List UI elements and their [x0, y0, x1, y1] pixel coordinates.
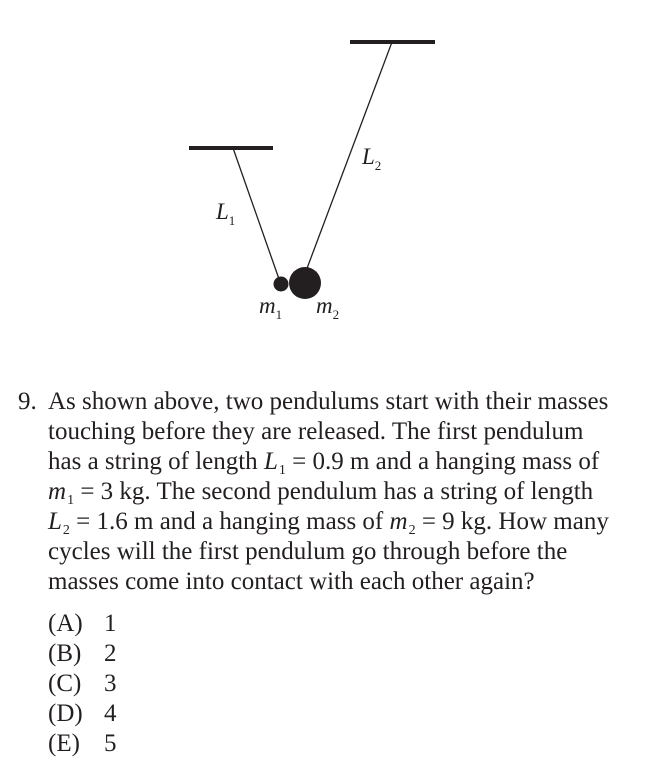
choice-c[interactable]	[48, 669, 117, 699]
question-line	[48, 477, 648, 507]
question-line	[48, 447, 648, 477]
choice-a[interactable]	[48, 609, 117, 639]
var-L1-sub: 1	[278, 463, 286, 478]
var-L2: L	[48, 508, 62, 535]
question-line: touching before they are released. The first pendulum	[48, 418, 584, 445]
string-1	[233, 148, 279, 279]
var-m1: m	[48, 478, 67, 505]
text-run: = 1.6 m and a hanging mass of	[69, 508, 390, 535]
label-L1-sub: 1	[228, 213, 236, 228]
label-m1-sym: m	[259, 293, 276, 318]
choice-letter: (B)	[48, 640, 82, 667]
question-line: masses come into contact with each other again?	[48, 568, 535, 595]
choice-letter: (C)	[48, 670, 82, 697]
question-line: cycles will the first pendulum go through before the	[48, 538, 568, 565]
label-L2-sym: L	[362, 144, 375, 169]
choice-b[interactable]	[48, 639, 117, 669]
choice-value: 1	[104, 610, 117, 637]
question-number: 9.	[18, 388, 37, 415]
choice-d[interactable]	[48, 699, 117, 729]
label-m1	[259, 293, 282, 322]
string-2	[306, 42, 392, 271]
text-run: = 0.9 m and a hanging mass of	[285, 448, 600, 475]
pendulum-diagram	[0, 0, 664, 360]
var-m1-sub: 1	[67, 493, 75, 508]
mass-1	[274, 277, 289, 292]
var-m2: m	[389, 508, 408, 535]
text-run: has a string of length	[48, 448, 264, 475]
var-L2-sub: 2	[62, 523, 70, 538]
question-line: As shown above, two pendulums start with their masses	[48, 388, 609, 415]
label-m1-sub: 1	[275, 307, 283, 322]
question-line	[48, 507, 648, 537]
choice-letter: (E)	[48, 730, 80, 757]
label-L1	[215, 199, 235, 228]
question-text	[48, 387, 648, 597]
choice-value: 5	[104, 730, 117, 757]
choice-value: 2	[104, 640, 117, 667]
label-L2	[361, 144, 381, 173]
choice-value: 4	[104, 700, 117, 727]
text-run: = 9 kg. How many	[415, 508, 609, 535]
choice-e[interactable]	[48, 729, 117, 759]
label-m2-sub: 2	[332, 307, 340, 322]
choice-letter: (D)	[48, 700, 83, 727]
text-run: = 3 kg. The second pendulum has a string of length	[74, 478, 594, 505]
var-L1: L	[263, 448, 278, 475]
choice-value: 3	[104, 670, 117, 697]
label-L2-sub: 2	[374, 158, 382, 173]
answer-choices	[48, 609, 117, 759]
choice-letter: (A)	[48, 610, 83, 637]
label-m2	[316, 293, 339, 322]
var-m2-sub: 2	[408, 523, 416, 538]
label-m2-sym: m	[316, 293, 333, 318]
label-L1-sym: L	[216, 199, 229, 224]
